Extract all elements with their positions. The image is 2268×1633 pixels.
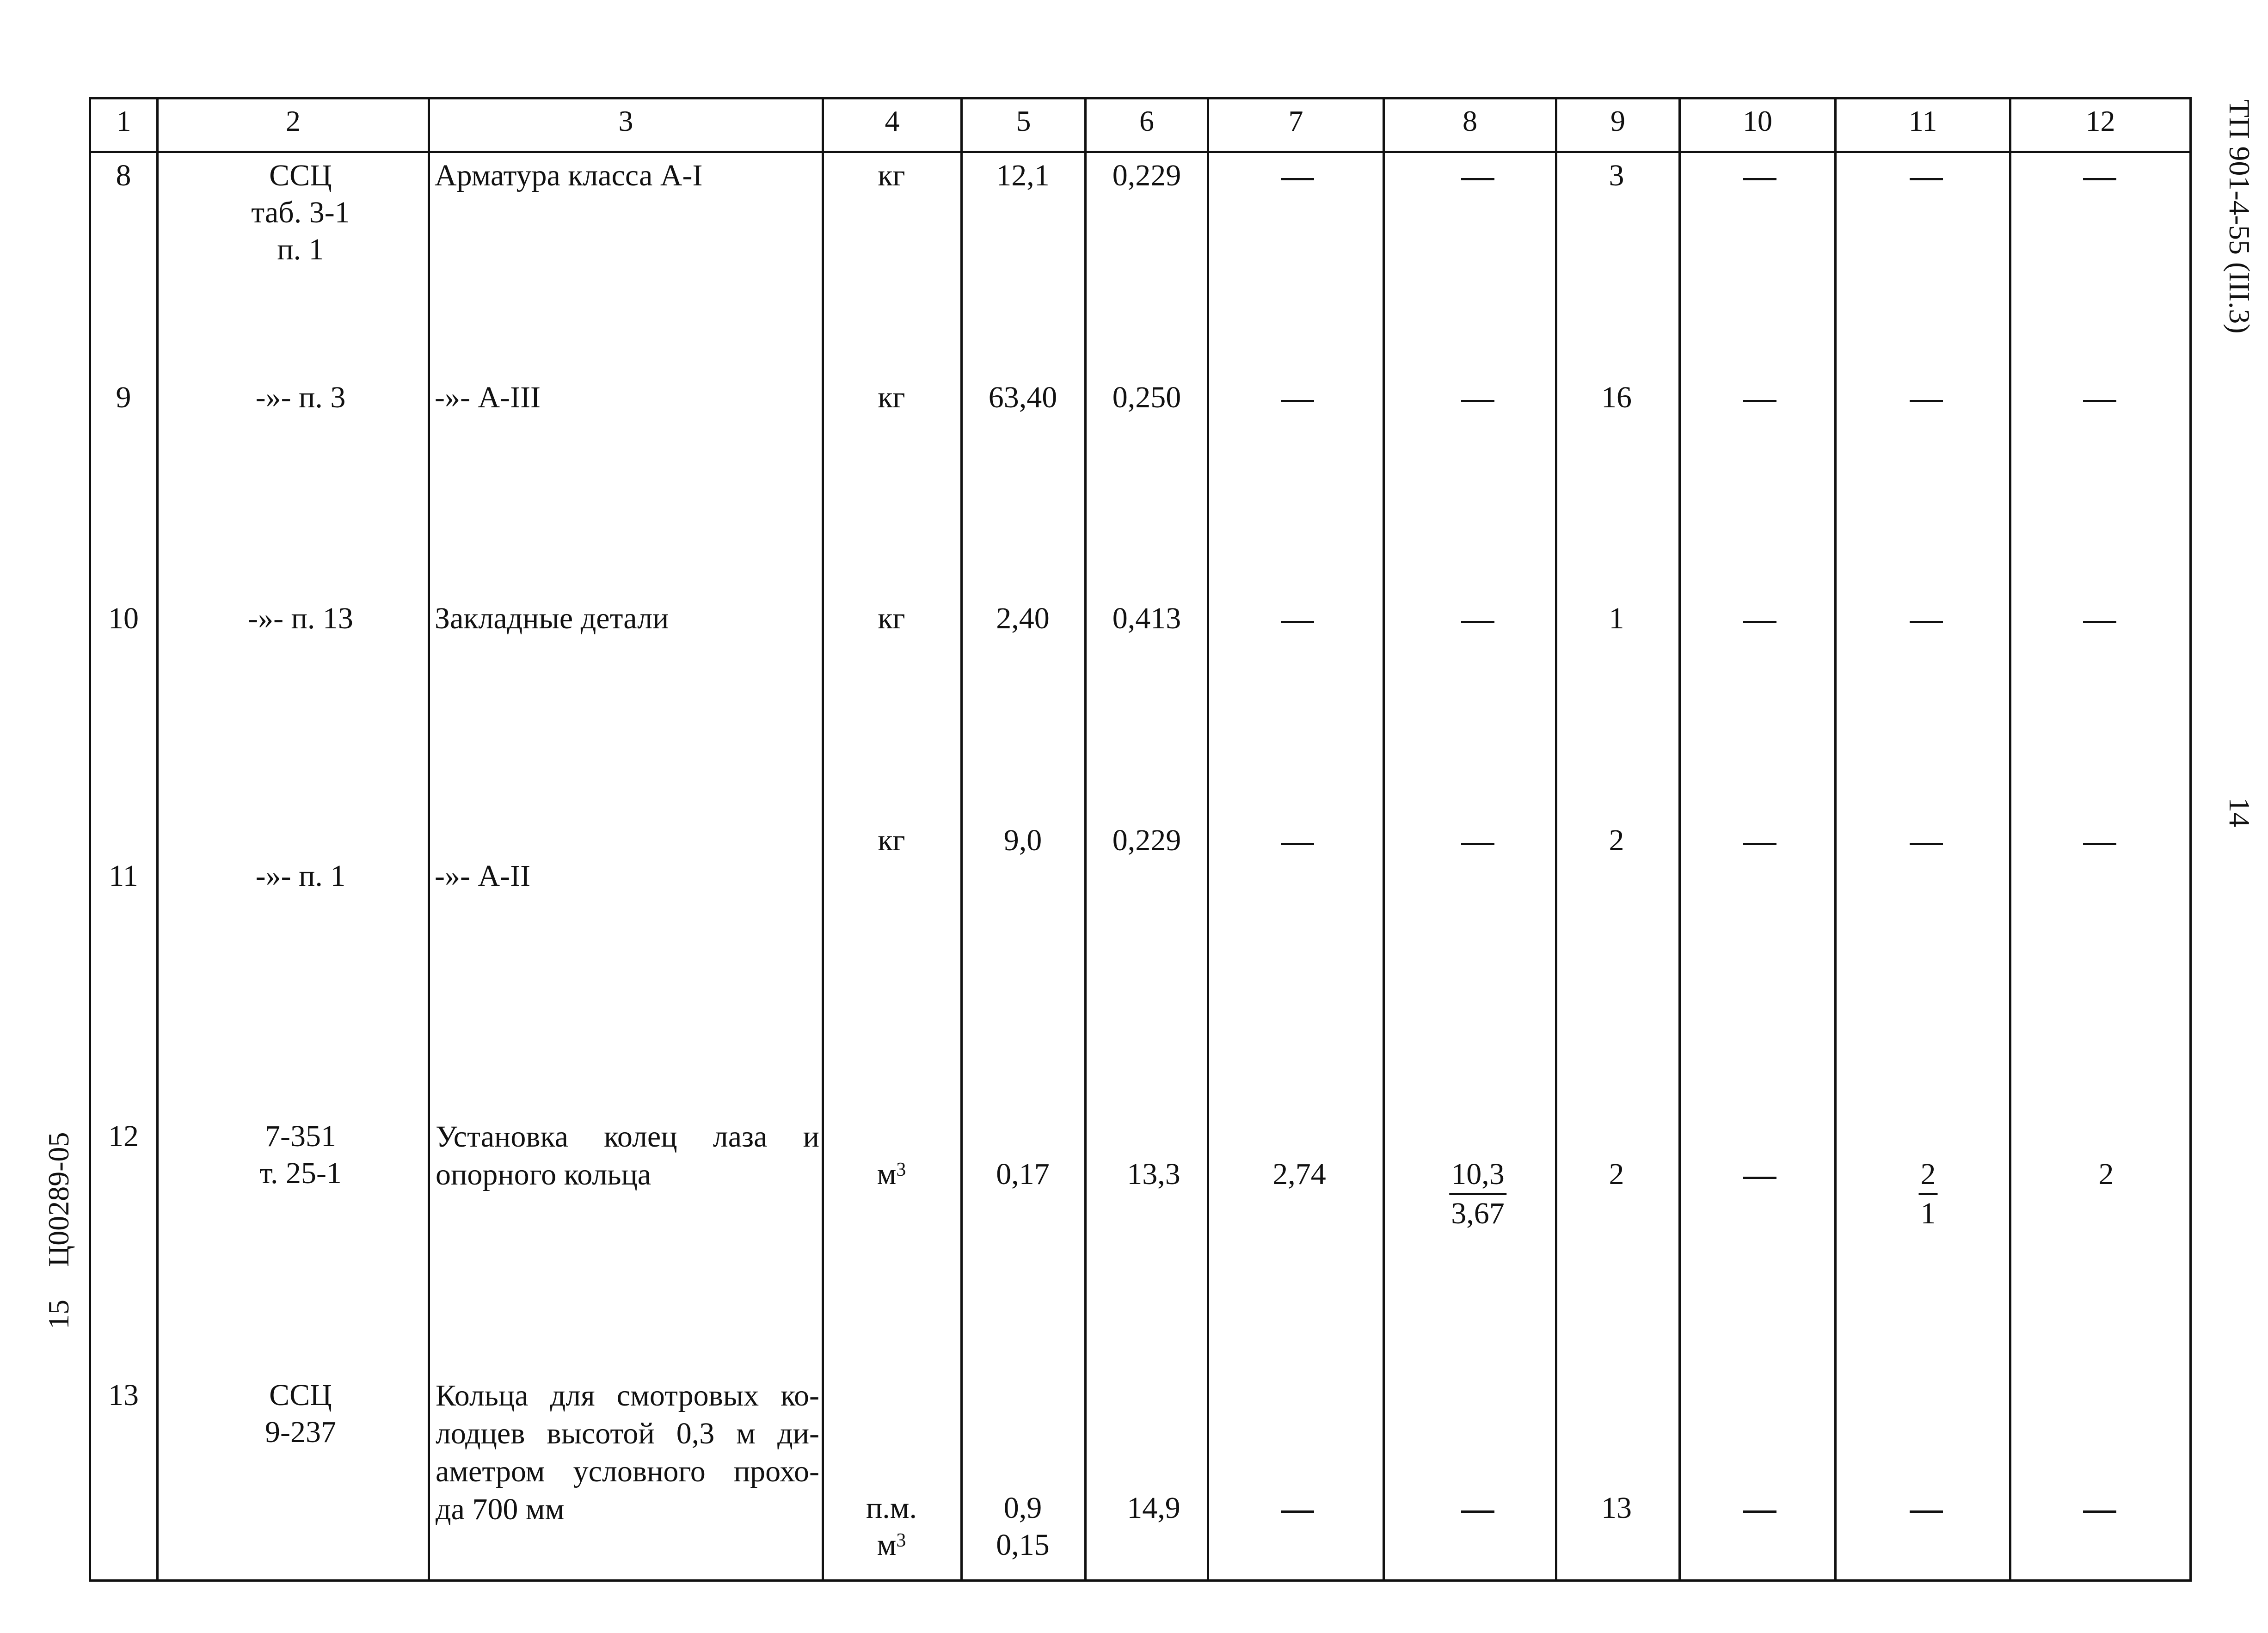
reference: -»- п. 13 (248, 602, 353, 635)
fraction-numerator: 10,3 (1449, 1156, 1506, 1195)
quantity: 0,9 (1003, 1491, 1042, 1525)
header-cell-5: 5 (1016, 104, 1031, 137)
header-cell-8: 8 (1463, 104, 1477, 137)
quantity: 0,17 (996, 1157, 1050, 1191)
col-border (156, 97, 159, 1582)
dash (1743, 1177, 1776, 1179)
unit-base: м (877, 1157, 897, 1191)
header-cell-1: 1 (116, 104, 131, 137)
fraction-numerator: 2 (1919, 1156, 1938, 1195)
unit: кг (878, 159, 905, 192)
item-name-line: лодцев высотой 0,3 м ди- (436, 1417, 819, 1450)
col6-value: 13,3 (1127, 1157, 1180, 1191)
reference: таб. 3-1 (251, 196, 350, 229)
dash (1281, 621, 1314, 623)
header-cell-11: 11 (1908, 104, 1937, 137)
dash (1461, 621, 1494, 623)
row-number: 10 (108, 602, 139, 635)
row-number: 8 (116, 159, 131, 192)
archive-code: Ц00289-05 (42, 1132, 75, 1267)
unit: кг (878, 823, 905, 857)
header-cell-7: 7 (1288, 104, 1303, 137)
reference: 9-237 (265, 1415, 336, 1449)
col-border (822, 97, 824, 1582)
unit-exponent: 3 (896, 1159, 906, 1180)
header-cell-12: 12 (2085, 104, 2115, 137)
item-name-line: опорного кольца (436, 1158, 652, 1191)
dash (2083, 178, 2116, 180)
dash (1281, 400, 1314, 402)
reference: п. 1 (277, 233, 324, 266)
dash (2083, 843, 2116, 845)
row-number: 11 (109, 859, 138, 893)
dash (2083, 621, 2116, 623)
dash (2083, 400, 2116, 402)
header-cell-10: 10 (1743, 104, 1772, 137)
page-number-right: 14 (2223, 798, 2256, 827)
item-name-line: Кольца для смотровых ко- (436, 1379, 819, 1412)
unit: кг (878, 602, 905, 635)
quantity: 12,1 (996, 159, 1050, 192)
reference: 7-351 (265, 1119, 336, 1153)
dash (1281, 843, 1314, 845)
item-name: Арматура класса А-I (435, 159, 703, 192)
col9-value: 13 (1601, 1491, 1632, 1525)
dash (1281, 178, 1314, 180)
dash (1910, 178, 1943, 180)
header-cell-6: 6 (1139, 104, 1154, 137)
dash (1461, 178, 1494, 180)
page-number-left: 15 (42, 1300, 75, 1329)
col-border (2189, 97, 2192, 1582)
dash (2083, 1510, 2116, 1513)
col-border (1678, 97, 1681, 1582)
col-border (960, 97, 963, 1582)
dash (1743, 843, 1776, 845)
item-name: -»- А-III (435, 381, 541, 414)
dash (1743, 178, 1776, 180)
row-number: 12 (108, 1119, 139, 1153)
item-name-line: да 700 мм (436, 1492, 565, 1526)
unit-secondary (877, 1527, 906, 1564)
col6-value: 0,250 (1112, 381, 1181, 414)
quantity: 9,0 (1003, 823, 1042, 857)
col6-value: 0,229 (1112, 823, 1181, 857)
unit-exponent: 3 (896, 1530, 906, 1551)
col9-value: 2 (1609, 823, 1624, 857)
item-name-line: Установка колец лаза и (436, 1120, 819, 1154)
dash (1910, 621, 1943, 623)
dash (1743, 621, 1776, 623)
item-name-line: аметром условного прохо- (436, 1455, 819, 1488)
dash (1461, 400, 1494, 402)
item-name: Закладные детали (435, 602, 669, 635)
item-name (436, 1118, 819, 1194)
col6-value: 0,413 (1112, 602, 1181, 635)
fraction-denominator: 3,67 (1451, 1197, 1505, 1230)
table-bottom-border (89, 1579, 2192, 1582)
item-name: -»- А-II (435, 859, 531, 893)
dash (1281, 1510, 1314, 1513)
col-border (1084, 97, 1087, 1582)
header-cell-2: 2 (286, 104, 301, 137)
dash (1461, 1510, 1494, 1513)
header-cell-3: 3 (618, 104, 633, 137)
item-name (436, 1377, 819, 1529)
dash (1910, 843, 1943, 845)
col9-value: 2 (1609, 1157, 1624, 1191)
dash (1910, 400, 1943, 402)
reference: ССЦ (269, 159, 332, 192)
unit: п.м. (866, 1491, 917, 1525)
col-border (1555, 97, 1557, 1582)
header-cell-9: 9 (1610, 104, 1625, 137)
fraction-denominator: 1 (1920, 1197, 1936, 1230)
col6-value: 0,229 (1112, 159, 1181, 192)
col9-value: 3 (1609, 159, 1624, 192)
col9-value: 1 (1609, 602, 1624, 635)
quantity: 2,40 (996, 602, 1050, 635)
header-cell-4: 4 (885, 104, 900, 137)
dash (1743, 400, 1776, 402)
reference: -»- п. 3 (255, 381, 346, 414)
quantity-secondary: 0,15 (996, 1528, 1050, 1562)
unit: кг (878, 381, 905, 414)
col11-fraction (1919, 1156, 1938, 1232)
reference: -»- п. 1 (255, 859, 346, 893)
unit-base: м (877, 1528, 897, 1562)
document-code: ТП 901-4-55 (III.3) (2223, 99, 2256, 334)
col-border (1207, 97, 1209, 1582)
dash (1461, 843, 1494, 845)
header-bottom-border (89, 151, 2192, 153)
col9-value: 16 (1601, 381, 1632, 414)
unit (877, 1156, 906, 1193)
quantity: 63,40 (988, 381, 1057, 414)
col12-value: 2 (2098, 1157, 2114, 1191)
col6-value: 14,9 (1127, 1491, 1180, 1525)
col-border (2009, 97, 2011, 1582)
reference: ССЦ (269, 1378, 332, 1412)
dash (1910, 1510, 1943, 1513)
col-border (89, 97, 91, 1582)
col7-value: 2,74 (1272, 1157, 1326, 1191)
col-border (1834, 97, 1837, 1582)
col8-fraction (1449, 1156, 1506, 1232)
row-number: 13 (108, 1378, 139, 1412)
col-border (1383, 97, 1385, 1582)
row-number: 9 (116, 381, 131, 414)
dash (1743, 1510, 1776, 1513)
reference: т. 25-1 (259, 1156, 342, 1190)
col-border (428, 97, 430, 1582)
